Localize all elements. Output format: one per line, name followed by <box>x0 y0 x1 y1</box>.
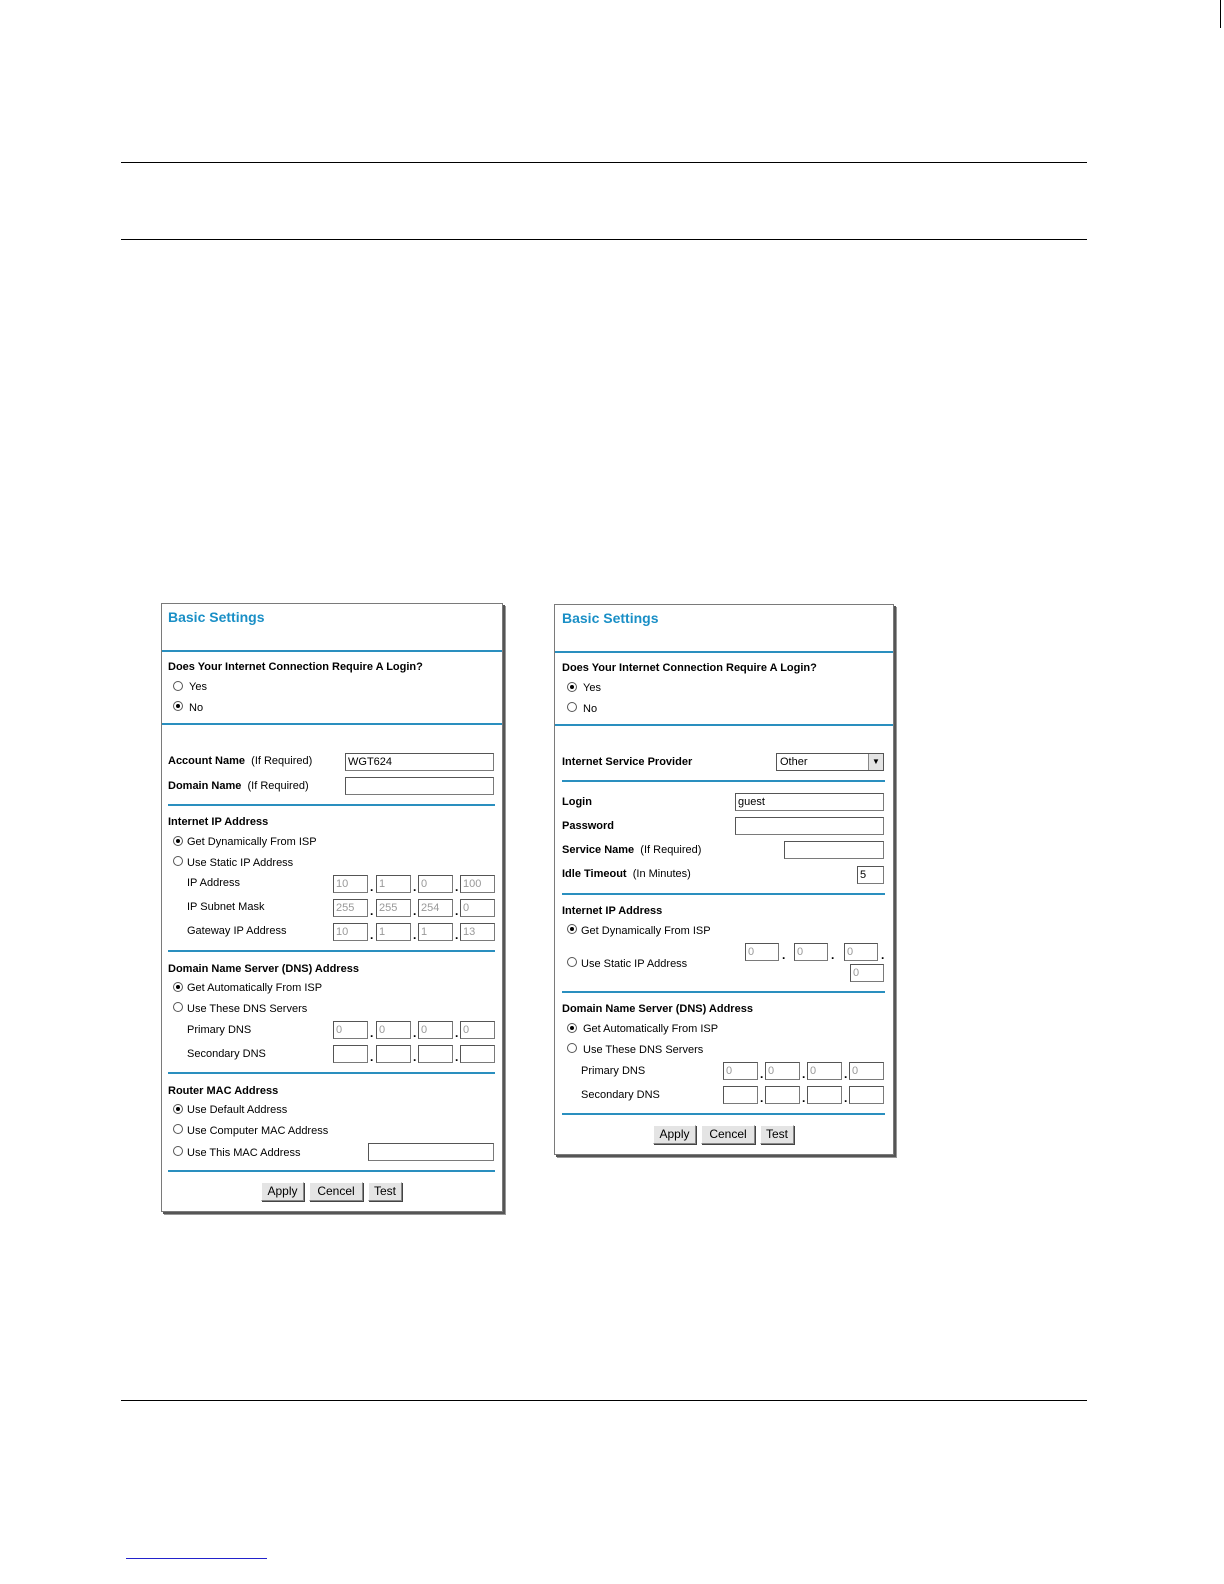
right-isp-selected-value: Other <box>780 756 808 768</box>
left-apply-button[interactable]: Apply <box>261 1182 304 1201</box>
right-login-question: Does Your Internet Connection Require A Login? <box>562 662 817 674</box>
left-subnet-octet-2[interactable]: 255 <box>376 899 411 917</box>
left-gateway-octet-1[interactable]: 10 <box>333 923 368 941</box>
left-ip-octet-2[interactable]: 1 <box>376 875 411 893</box>
right-pdns-dot-3: . <box>844 1067 848 1081</box>
left-login-yes-radio[interactable] <box>173 681 183 691</box>
left-sdns-dot-2: . <box>413 1050 417 1064</box>
left-divider-1 <box>162 650 502 652</box>
right-ip-static-label: Use Static IP Address <box>581 958 688 970</box>
right-login-no-label: No <box>583 703 598 715</box>
header-rule-bottom <box>121 239 1087 240</box>
right-panel-title: Basic Settings <box>562 610 659 626</box>
left-ip-dot-1: . <box>370 880 374 894</box>
right-ip-static-radio[interactable] <box>567 957 577 967</box>
right-static-ip-octet-4[interactable]: 0 <box>850 964 884 982</box>
right-ip-dynamic-radio[interactable] <box>567 924 577 934</box>
right-apply-button[interactable]: Apply <box>653 1125 696 1144</box>
right-static-ip-octet-1[interactable]: 0 <box>745 943 779 961</box>
right-service-name-input[interactable] <box>784 841 884 859</box>
left-mac-default-radio[interactable] <box>173 1104 183 1114</box>
left-panel-title: Basic Settings <box>168 609 265 625</box>
left-login-question: Does Your Internet Connection Require A Login? <box>168 661 423 673</box>
left-ip-static-radio[interactable] <box>173 856 183 866</box>
left-subnet-octet-1[interactable]: 255 <box>333 899 368 917</box>
footer-link-underline <box>126 1558 267 1559</box>
left-divider-3 <box>168 804 495 806</box>
right-primary-dns-label: Primary DNS <box>581 1065 646 1077</box>
left-gateway-dot-1: . <box>370 928 374 942</box>
left-ip-octet-3[interactable]: 0 <box>418 875 453 893</box>
corner-line <box>1220 0 1221 28</box>
right-sdns-octet-3[interactable] <box>807 1086 842 1104</box>
left-gateway-octet-2[interactable]: 1 <box>376 923 411 941</box>
right-idle-timeout-label: Idle Timeout <box>562 868 627 880</box>
left-dns-auto-radio[interactable] <box>173 982 183 992</box>
left-primary-dns-label: Primary DNS <box>187 1024 252 1036</box>
left-subnet-octet-3[interactable]: 254 <box>418 899 453 917</box>
right-service-name-row <box>562 844 701 856</box>
left-dns-manual-radio[interactable] <box>173 1002 183 1012</box>
left-ip-address-label: IP Address <box>187 877 240 889</box>
left-account-name-input[interactable]: WGT624 <box>345 753 494 771</box>
right-ip-section-title: Internet IP Address <box>562 905 663 917</box>
left-sdns-octet-3[interactable] <box>418 1045 453 1063</box>
right-divider-5 <box>562 991 885 993</box>
right-divider-3 <box>562 780 885 782</box>
chevron-down-icon[interactable]: ▼ <box>868 754 883 770</box>
left-divider-5 <box>168 1072 495 1074</box>
left-gateway-dot-2: . <box>413 928 417 942</box>
left-domain-name-row <box>168 780 309 792</box>
right-service-name-hint: (If Required) <box>640 844 702 856</box>
right-static-ip-octet-2[interactable]: 0 <box>794 943 828 961</box>
right-ip-dynamic-label: Get Dynamically From ISP <box>581 925 711 937</box>
left-login-no-label: No <box>189 702 204 714</box>
left-pdns-dot-3: . <box>455 1026 459 1040</box>
left-mac-this-label: Use This MAC Address <box>187 1147 301 1159</box>
right-pdns-octet-4[interactable]: 0 <box>849 1062 884 1080</box>
right-idle-timeout-hint: (In Minutes) <box>632 868 691 880</box>
left-domain-name-hint: (If Required) <box>247 780 309 792</box>
right-pdns-dot-2: . <box>802 1067 806 1081</box>
right-login-yes-radio[interactable] <box>567 682 577 692</box>
left-divider-6 <box>168 1170 495 1172</box>
left-pdns-octet-4[interactable]: 0 <box>460 1021 495 1039</box>
left-mac-computer-radio[interactable] <box>173 1124 183 1134</box>
left-subnet-dot-1: . <box>370 904 374 918</box>
left-domain-name-input[interactable] <box>345 777 494 795</box>
header-rule-top <box>121 162 1087 163</box>
right-static-ip-dot-3: . <box>881 948 885 962</box>
right-password-label: Password <box>562 820 614 832</box>
right-idle-timeout-row <box>562 868 691 880</box>
right-pdns-octet-3[interactable]: 0 <box>807 1062 842 1080</box>
right-dns-auto-label: Get Automatically From ISP <box>583 1023 719 1035</box>
left-pdns-octet-1[interactable]: 0 <box>333 1021 368 1039</box>
right-dns-auto-radio[interactable] <box>567 1023 577 1033</box>
left-subnet-octet-4[interactable]: 0 <box>460 899 495 917</box>
left-sdns-dot-1: . <box>370 1050 374 1064</box>
left-ip-octet-1[interactable]: 10 <box>333 875 368 893</box>
right-isp-select[interactable] <box>776 753 884 771</box>
right-pdns-octet-1[interactable]: 0 <box>723 1062 758 1080</box>
right-dns-section-title: Domain Name Server (DNS) Address <box>562 1003 753 1015</box>
footer-rule <box>121 1400 1087 1401</box>
right-basic-settings-panel <box>554 604 894 1155</box>
right-login-input[interactable]: guest <box>735 793 884 811</box>
left-dns-manual-label: Use These DNS Servers <box>187 1003 308 1015</box>
left-divider-4 <box>168 950 495 952</box>
left-gateway-dot-3: . <box>455 928 459 942</box>
left-sdns-octet-2[interactable] <box>376 1045 411 1063</box>
right-password-input[interactable] <box>735 817 884 835</box>
right-static-ip-dot-1: . <box>782 948 786 962</box>
right-divider-6 <box>562 1113 885 1115</box>
left-sdns-octet-1[interactable] <box>333 1045 368 1063</box>
left-dns-section-title: Domain Name Server (DNS) Address <box>168 963 359 975</box>
left-ip-section-title: Internet IP Address <box>168 816 269 828</box>
left-pdns-dot-2: . <box>413 1026 417 1040</box>
right-static-ip-octet-3[interactable]: 0 <box>844 943 878 961</box>
left-mac-address-input[interactable] <box>368 1143 494 1161</box>
right-static-ip-dot-2: . <box>831 948 835 962</box>
left-ip-dot-2: . <box>413 880 417 894</box>
left-account-name-hint: (If Required) <box>251 755 313 767</box>
left-login-yes-label: Yes <box>189 681 207 693</box>
left-account-name-label: Account Name <box>168 755 246 767</box>
left-gateway-octet-3[interactable]: 1 <box>418 923 453 941</box>
right-divider-2 <box>555 724 893 726</box>
left-pdns-octet-3[interactable]: 0 <box>418 1021 453 1039</box>
left-account-name-row <box>168 755 312 767</box>
right-isp-label: Internet Service Provider <box>562 756 693 768</box>
left-pdns-dot-1: . <box>370 1026 374 1040</box>
left-secondary-dns-label: Secondary DNS <box>187 1048 266 1060</box>
left-subnet-label: IP Subnet Mask <box>187 901 265 913</box>
left-gateway-octet-4[interactable]: 13 <box>460 923 495 941</box>
right-login-no-radio[interactable] <box>567 702 577 712</box>
right-login-yes-label: Yes <box>583 682 601 694</box>
left-ip-dynamic-label: Get Dynamically From ISP <box>187 836 317 848</box>
left-divider-2 <box>162 723 502 725</box>
right-idle-timeout-input[interactable]: 5 <box>857 866 884 884</box>
left-basic-settings-panel <box>161 603 503 1212</box>
left-ip-static-label: Use Static IP Address <box>187 857 294 869</box>
right-pdns-dot-1: . <box>760 1067 764 1081</box>
right-service-name-label: Service Name <box>562 844 635 856</box>
right-sdns-dot-1: . <box>760 1091 764 1105</box>
right-pdns-octet-2[interactable]: 0 <box>765 1062 800 1080</box>
left-gateway-label: Gateway IP Address <box>187 925 287 937</box>
left-sdns-dot-3: . <box>455 1050 459 1064</box>
left-ip-octet-4[interactable]: 100 <box>460 875 495 893</box>
right-sdns-octet-1[interactable] <box>723 1086 758 1104</box>
left-mac-default-label: Use Default Address <box>187 1104 288 1116</box>
left-mac-section-title: Router MAC Address <box>168 1085 279 1097</box>
left-test-button[interactable]: Test <box>368 1182 402 1201</box>
right-sdns-octet-4[interactable] <box>849 1086 884 1104</box>
left-subnet-dot-3: . <box>455 904 459 918</box>
right-sdns-dot-2: . <box>802 1091 806 1105</box>
left-pdns-octet-2[interactable]: 0 <box>376 1021 411 1039</box>
right-test-button[interactable]: Test <box>760 1125 794 1144</box>
left-sdns-octet-4[interactable] <box>460 1045 495 1063</box>
left-dns-auto-label: Get Automatically From ISP <box>187 982 323 994</box>
right-dns-manual-radio[interactable] <box>567 1043 577 1053</box>
right-sdns-dot-3: . <box>844 1091 848 1105</box>
right-secondary-dns-label: Secondary DNS <box>581 1089 660 1101</box>
left-ip-dynamic-radio[interactable] <box>173 836 183 846</box>
left-mac-this-radio[interactable] <box>173 1146 183 1156</box>
right-login-label: Login <box>562 796 592 808</box>
right-divider-1 <box>555 651 893 653</box>
right-divider-4 <box>562 893 885 895</box>
right-dns-manual-label: Use These DNS Servers <box>583 1044 704 1056</box>
left-domain-name-label: Domain Name <box>168 780 242 792</box>
left-ip-dot-3: . <box>455 880 459 894</box>
right-cancel-button[interactable]: Cencel <box>701 1125 755 1144</box>
left-cancel-button[interactable]: Cencel <box>309 1182 363 1201</box>
right-sdns-octet-2[interactable] <box>765 1086 800 1104</box>
left-mac-computer-label: Use Computer MAC Address <box>187 1125 329 1137</box>
left-subnet-dot-2: . <box>413 904 417 918</box>
left-login-no-radio[interactable] <box>173 701 183 711</box>
